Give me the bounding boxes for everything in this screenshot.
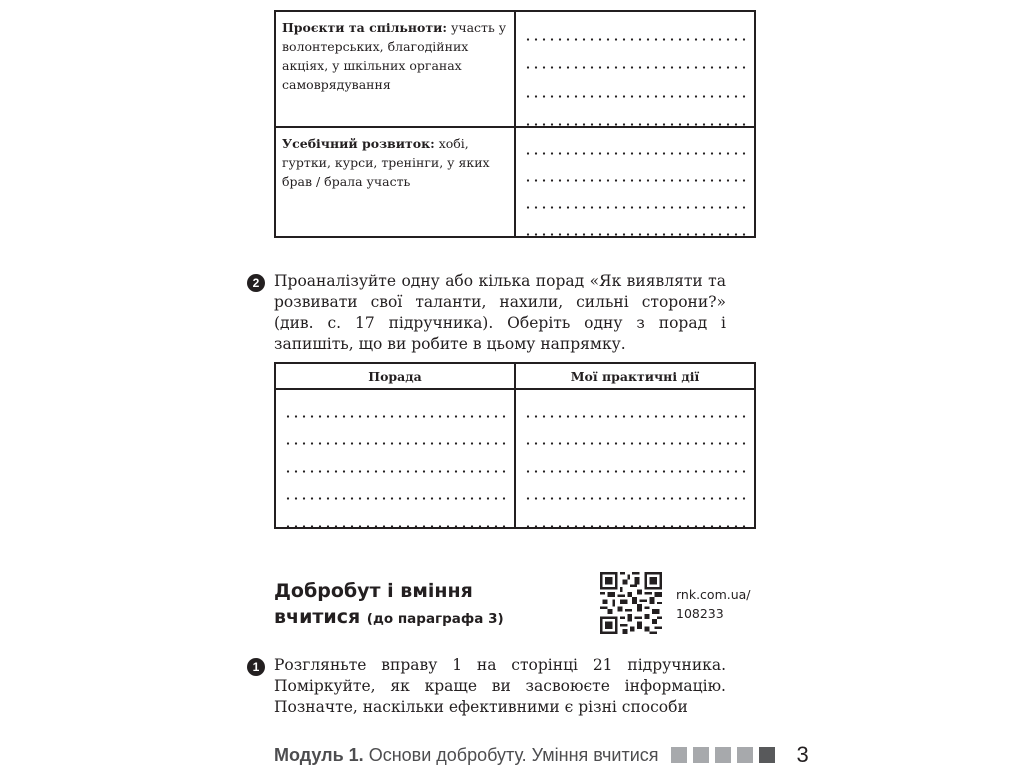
qr-link-line1: rnk.com.ua/ — [676, 587, 751, 602]
footer-square — [737, 747, 753, 763]
answer-cell[interactable] — [516, 12, 754, 126]
answer-cell[interactable] — [516, 390, 754, 527]
dotted-line — [524, 69, 746, 98]
qr-link-line2: 108233 — [676, 606, 724, 621]
dotted-line — [284, 418, 506, 446]
dotted-line — [524, 182, 746, 209]
footer-module: Модуль 1. — [274, 744, 364, 765]
answer-cell[interactable] — [276, 390, 516, 527]
row-label-bold: Усебічний розвиток: — [282, 136, 435, 151]
footer-decoration — [671, 747, 781, 763]
qr-link-text[interactable] — [676, 585, 751, 623]
dotted-line — [524, 445, 746, 473]
section-heading — [274, 578, 574, 632]
table-header-row — [276, 364, 754, 388]
section-title-line2: вчитися — [274, 606, 361, 628]
row-label-cell — [276, 12, 516, 126]
dotted-line — [524, 41, 746, 70]
dotted-line — [524, 155, 746, 182]
footer-square — [715, 747, 731, 763]
task-number-badge: 1 — [247, 658, 265, 676]
task-1-text: Розгляньте вправу 1 на сторінці 21 підручника. Поміркуйте, як краще ви засвоюєте інформацію. Позначте, наскільки ефективними є різні способи — [274, 656, 726, 716]
dotted-line — [284, 390, 506, 418]
task-2-text: Проаналізуйте одну або кілька порад «Як виявляти та розвивати свої таланти, нахили, сильні сторони?» (див. с. 17 підручника). Оберіть одну з порад і запишіть, що ви робите в цьому напрямку. — [274, 272, 726, 353]
dotted-line — [524, 12, 746, 41]
dotted-line — [524, 473, 746, 501]
page-number: 3 — [796, 742, 809, 767]
footer-square — [693, 747, 709, 763]
row-label-text: участь у волонтерських, благодійних акціях, у шкільних органах самоврядування — [282, 20, 507, 92]
section-title-line1: Добробут і вміння — [274, 580, 473, 602]
task-number-badge: 2 — [247, 274, 265, 292]
dotted-line — [524, 128, 746, 155]
row-label-cell — [276, 128, 516, 236]
footer-square — [671, 747, 687, 763]
row-label-text: хобі, гуртки, курси, тренінги, у яких брав / брала участь — [282, 136, 490, 189]
dotted-line — [524, 418, 746, 446]
dotted-line — [284, 500, 506, 528]
row-label-bold: Проєкти та спільноти: — [282, 20, 448, 35]
dotted-line — [284, 473, 506, 501]
qr-code-icon[interactable] — [600, 572, 662, 634]
activities-table — [274, 10, 756, 238]
dotted-line — [524, 500, 746, 528]
column-header-advice: Порада — [276, 364, 516, 388]
table-row — [276, 12, 754, 126]
footer-title: Основи добробуту. Уміння вчитися — [368, 744, 659, 765]
dotted-line — [284, 445, 506, 473]
dotted-line — [524, 98, 746, 127]
answer-cell[interactable] — [516, 128, 754, 236]
advice-table — [274, 362, 756, 529]
column-header-actions: Мої практичні дії — [570, 368, 700, 384]
page-footer — [274, 742, 809, 768]
table-row — [276, 388, 754, 527]
section-subtitle: (до параграфа 3) — [366, 611, 504, 627]
table-row — [276, 126, 754, 236]
dotted-line — [524, 209, 746, 236]
dotted-line — [524, 390, 746, 418]
footer-square — [759, 747, 775, 763]
